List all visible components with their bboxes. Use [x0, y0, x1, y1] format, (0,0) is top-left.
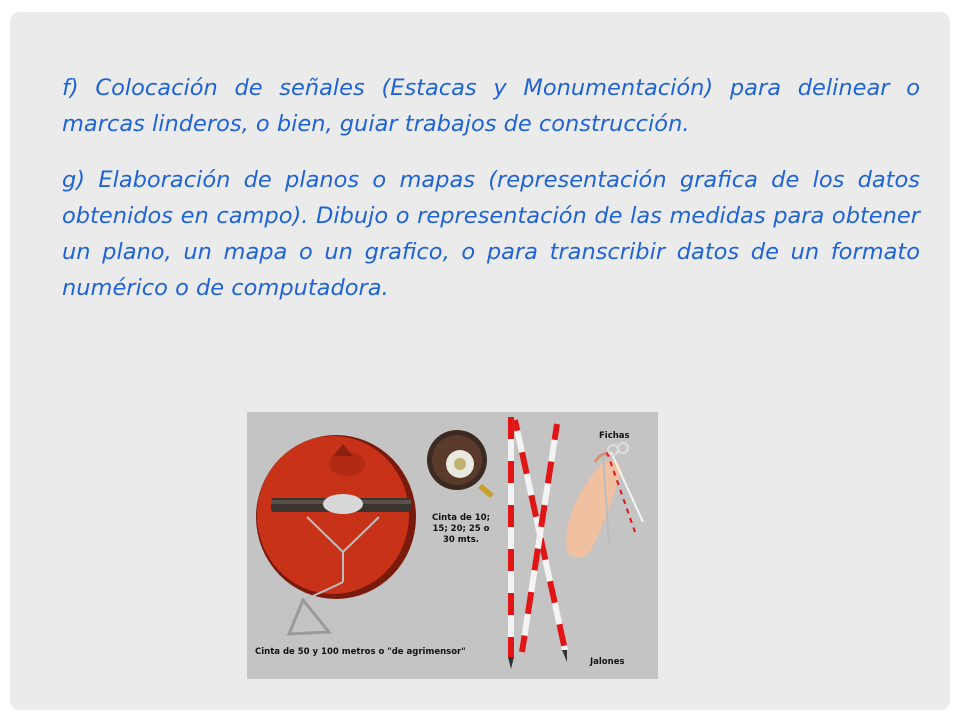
paragraph-g: g) Elaboración de planos o mapas (representación grafica de los datos obtenidos en campo). Dibujo o representación de las medidas para obtener un plano, un mapa o un grafico, o para transcribir datos de un formato numérico o de computadora. — [62, 167, 920, 301]
large-tape-reel — [256, 435, 416, 634]
small-tape-case — [427, 430, 494, 498]
large-tape-label: Cinta de 50 y 100 metros o "de agrimensor" — [255, 647, 466, 657]
small-tape-label: Cinta de 10; 15; 20; 25 o 30 mts. — [432, 513, 490, 545]
surveying-tools-image — [247, 412, 658, 679]
paragraph-f: f) Colocación de señales (Estacas y Monumentación) para delinear o marcas linderos, o bien, guiar trabajos de construcción. — [62, 75, 920, 137]
fichas-label: Fichas — [599, 431, 630, 441]
slide-text — [62, 70, 920, 306]
jalones-label: Jalones — [590, 657, 625, 667]
survey-pins — [566, 443, 643, 558]
ranging-poles — [508, 417, 567, 669]
